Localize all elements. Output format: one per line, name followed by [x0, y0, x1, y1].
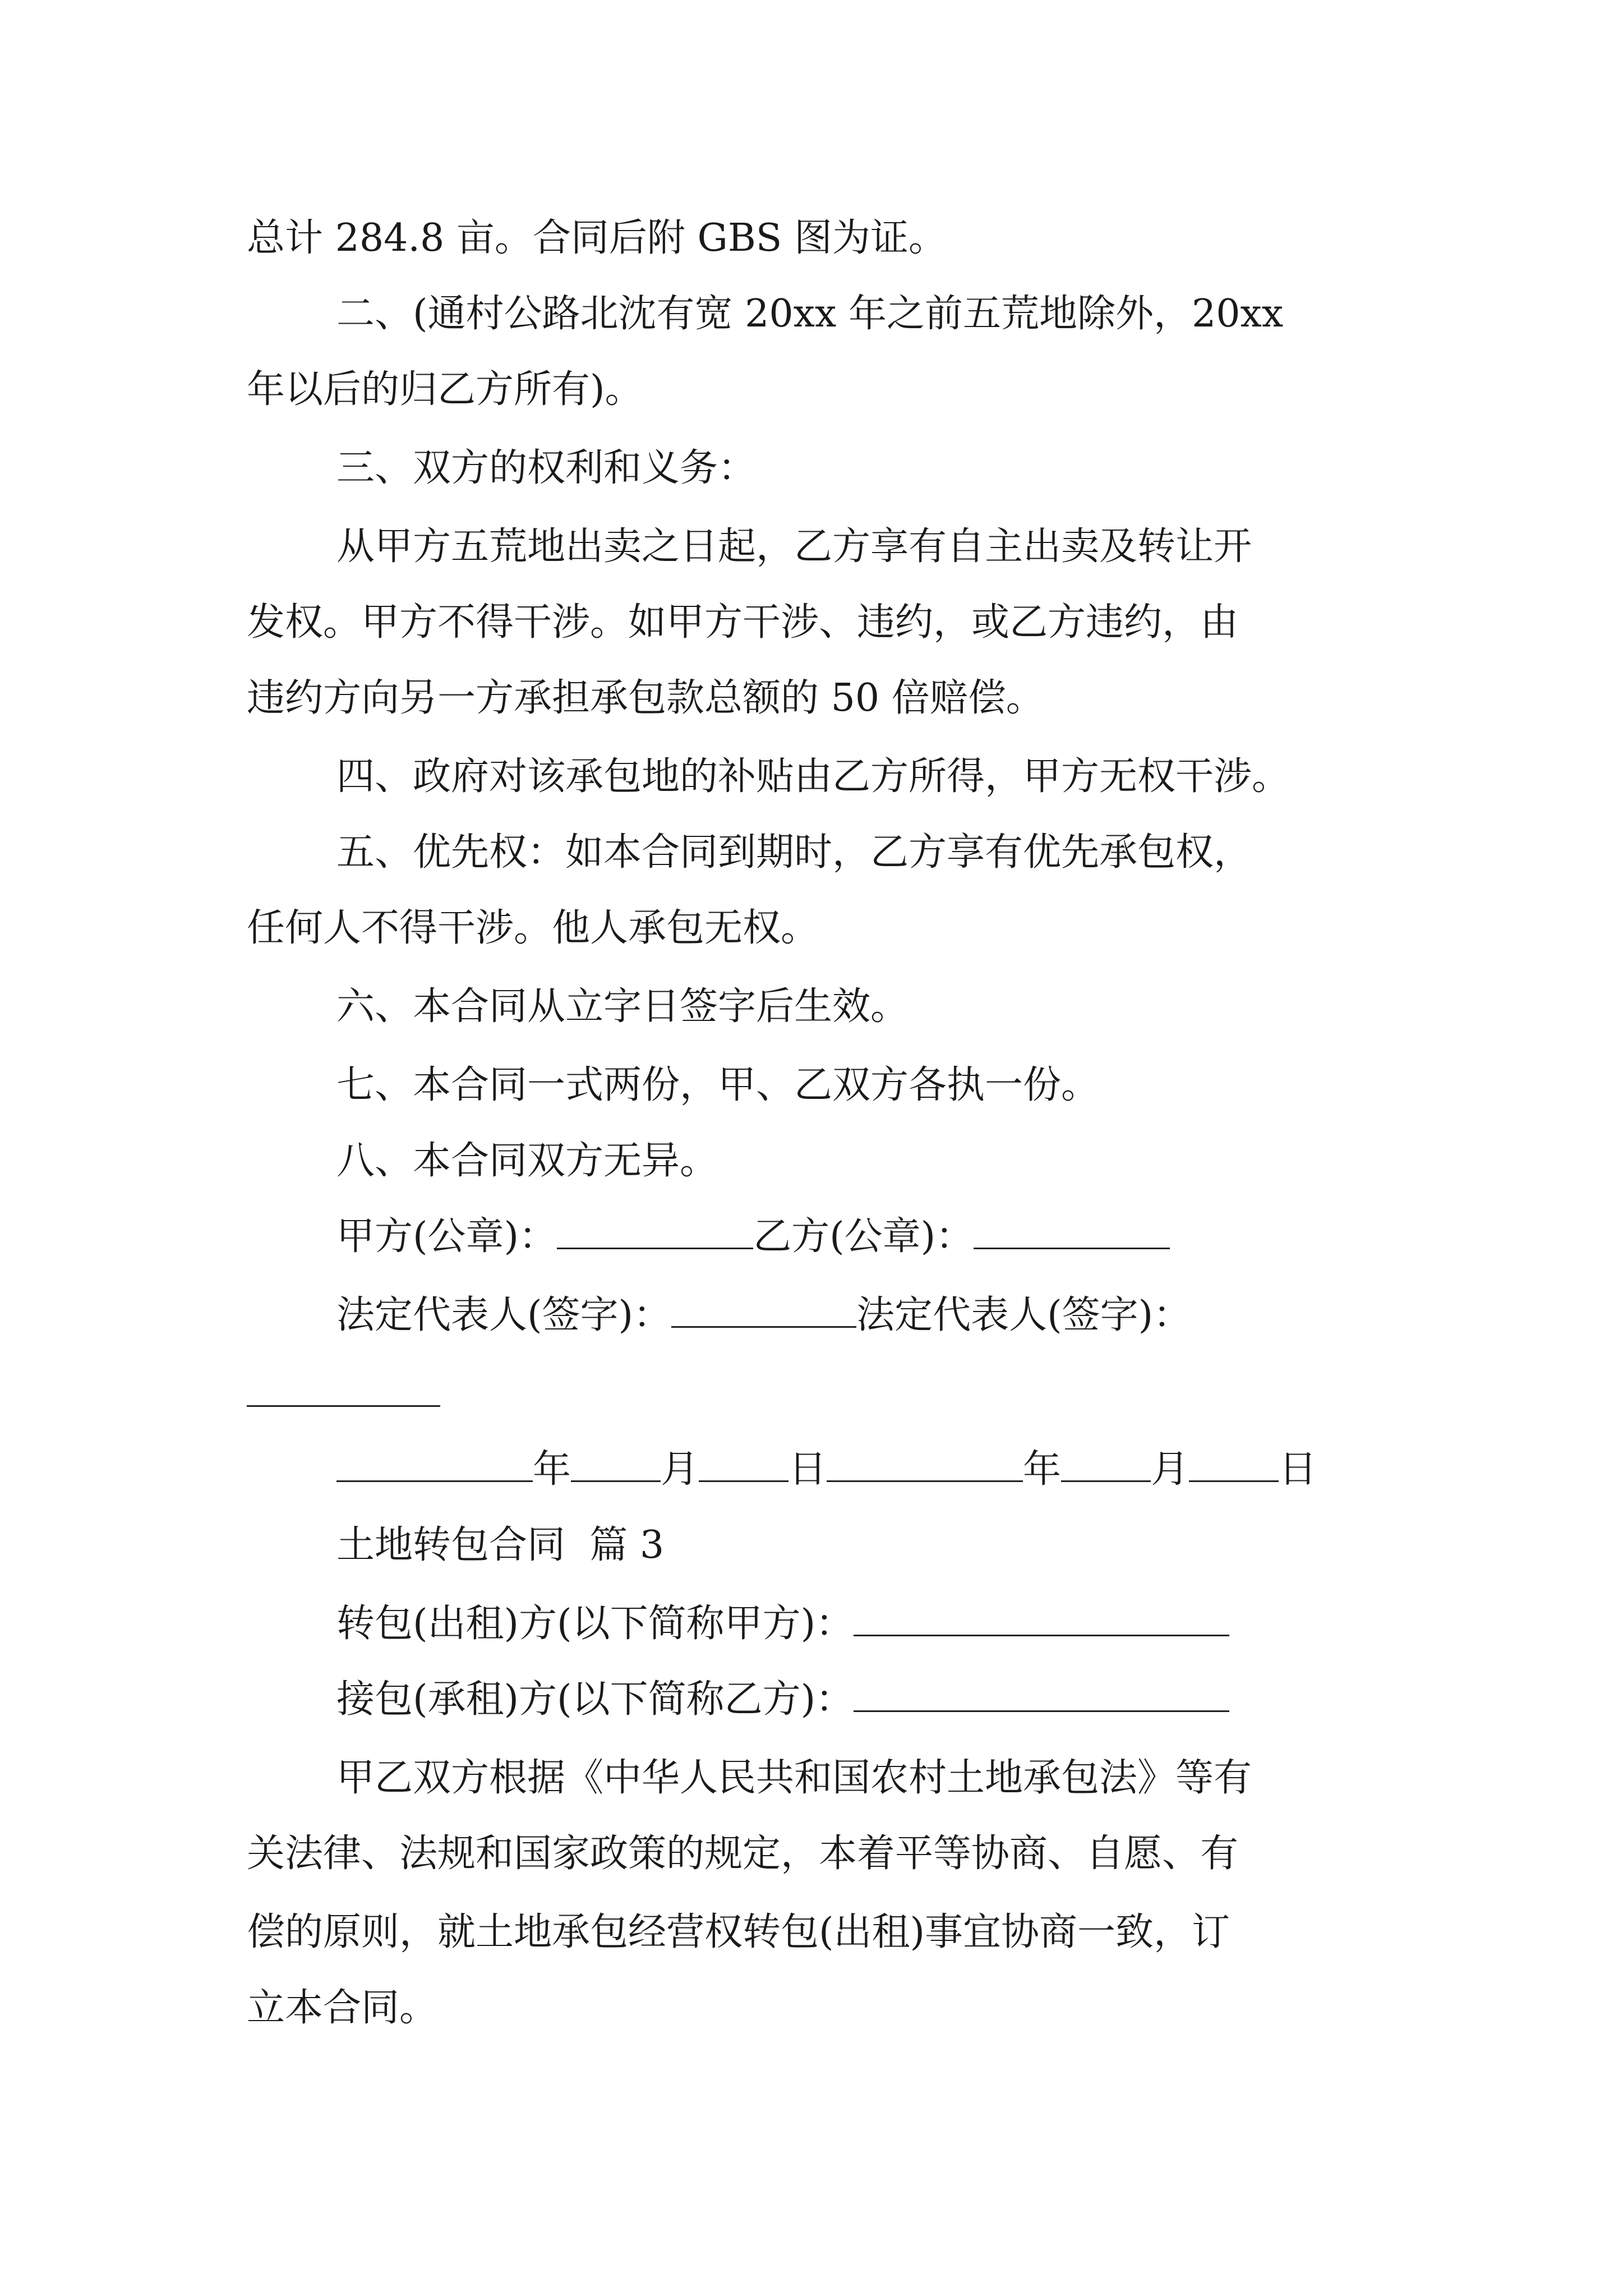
text-line: 四、政府对该承包地的补贴由乙方所得，甲方无权干涉。: [336, 754, 1290, 799]
rep-b-signature-blank[interactable]: [247, 1405, 440, 1407]
year-blank-a[interactable]: [336, 1446, 533, 1482]
text-line: 任何人不得干涉。他人承包无权。: [247, 906, 819, 950]
representative-line: [336, 1290, 1191, 1341]
party-a-seal-label: 甲方(公章)：: [336, 1214, 557, 1259]
rep-a-signature-blank[interactable]: [671, 1291, 856, 1328]
text-line: 发权。甲方不得干涉。如甲方干涉、违约，或乙方违约，由: [247, 600, 1239, 645]
rep-a-label: 法定代表人(签字)：: [336, 1293, 672, 1337]
text-line: 关法律、法规和国家政策的规定，本着平等协商、自愿、有: [247, 1832, 1239, 1876]
lessee-label: 接包(承租)方(以下简称乙方)：: [336, 1677, 854, 1722]
text-line: 甲乙双方根据《中华人民共和国农村土地承包法》等有: [336, 1756, 1252, 1800]
month-label: 月: [1151, 1447, 1189, 1492]
text-line: 七、本合同一式两份，甲、乙双方各执一份。: [336, 1063, 1100, 1107]
date-line: [336, 1444, 1317, 1495]
text-line: 六、本合同从立字日签字后生效。: [336, 984, 909, 1029]
month-label: 月: [661, 1447, 699, 1492]
year-blank-b[interactable]: [827, 1446, 1023, 1482]
lessor-blank[interactable]: [854, 1600, 1229, 1636]
lessee-line: [336, 1674, 1229, 1725]
lessor-line: [336, 1599, 1229, 1649]
party-a-seal-blank[interactable]: [557, 1213, 753, 1249]
lessor-label: 转包(出租)方(以下简称甲方)：: [336, 1602, 854, 1646]
party-b-seal-blank[interactable]: [974, 1213, 1170, 1249]
text-line: 三、双方的权利和义务：: [336, 446, 757, 490]
text-line: 总计 284.8 亩。合同后附 GBS 图为证。: [247, 216, 947, 260]
day-label: 日: [1279, 1447, 1317, 1492]
seal-line: [336, 1212, 1170, 1262]
text-line: 二、(通村公路北沈有宽 20xx 年之前五荒地除外，20xx: [336, 292, 1284, 336]
year-label: 年: [533, 1447, 571, 1492]
month-blank-a[interactable]: [571, 1446, 661, 1482]
month-blank-b[interactable]: [1061, 1446, 1151, 1482]
text-line: 年以后的归乙方所有)。: [247, 367, 643, 412]
text-line: 从甲方五荒地出卖之日起，乙方享有自主出卖及转让开: [336, 524, 1252, 569]
day-label: 日: [789, 1447, 827, 1492]
rep-b-label: 法定代表人(签字)：: [856, 1293, 1192, 1337]
text-line: 违约方向另一方承担承包款总额的 50 倍赔偿。: [247, 676, 1044, 720]
day-blank-a[interactable]: [699, 1446, 789, 1482]
text-line: 八、本合同双方无异。: [336, 1139, 718, 1183]
day-blank-b[interactable]: [1189, 1446, 1279, 1482]
section-heading: 土地转包合同 篇 3: [336, 1523, 665, 1567]
text-line: 五、优先权：如本合同到期时，乙方享有优先承包权，: [336, 830, 1252, 875]
text-line: 偿的原则，就土地承包经营权转包(出租)事宜协商一致，订: [247, 1910, 1230, 1954]
party-b-seal-label: 乙方(公章)：: [753, 1214, 974, 1259]
lessee-blank[interactable]: [854, 1676, 1229, 1712]
year-label: 年: [1023, 1447, 1062, 1492]
text-line: 立本合同。: [247, 1986, 438, 2030]
